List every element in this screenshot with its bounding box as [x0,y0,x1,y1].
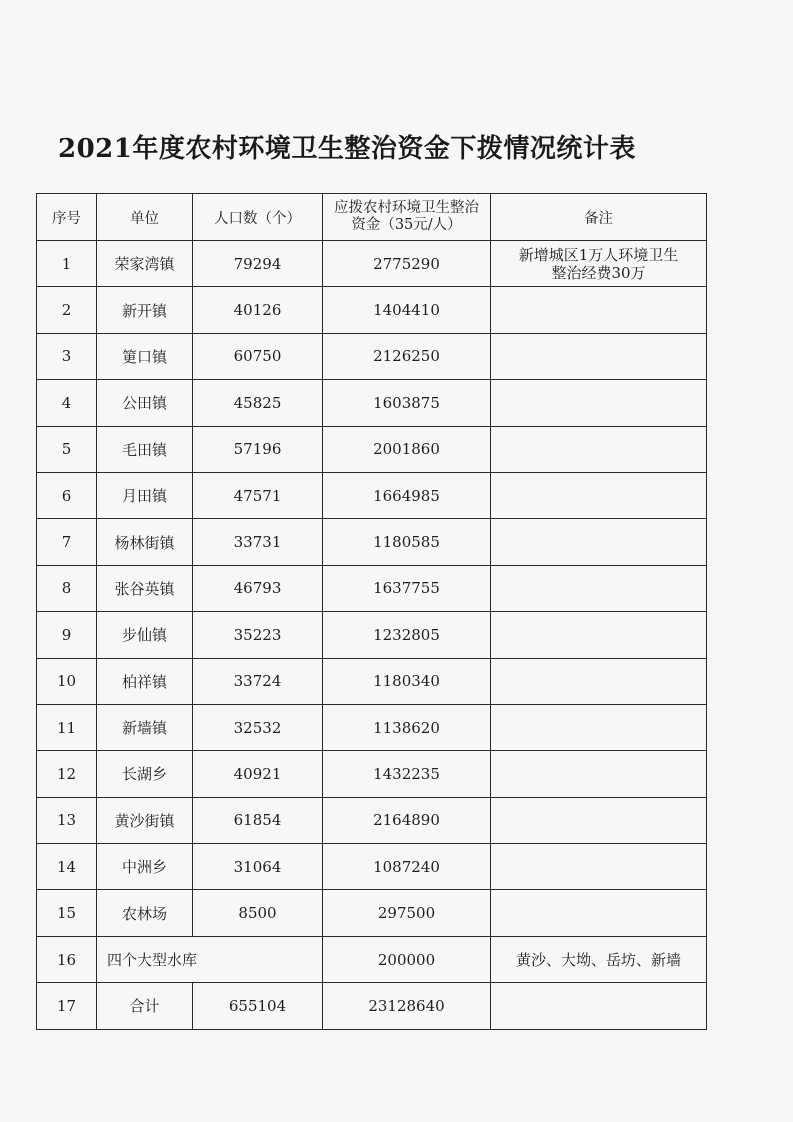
cell-seq: 12 [37,751,97,797]
cell-note [491,426,707,472]
cell-population: 32532 [193,704,323,750]
cell-note [491,797,707,843]
cell-fund: 1232805 [323,612,491,658]
header-seq: 序号 [37,194,97,241]
page-title: 2021年度农村环境卫生整治资金下拨情况统计表 [58,134,636,164]
cell-note: 黄沙、大坳、岳坊、新墙 [491,936,707,982]
cell-fund: 2164890 [323,797,491,843]
cell-unit: 四个大型水库 [97,936,323,982]
cell-unit: 步仙镇 [97,612,193,658]
table-row [37,472,707,518]
header-fund-line2: 资金（35元/人） [351,217,462,233]
cell-population: 40126 [193,287,323,333]
cell-fund: 1664985 [323,472,491,518]
cell-seq: 16 [37,936,97,982]
cell-fund: 200000 [323,936,491,982]
cell-note [491,241,707,287]
cell-unit: 长湖乡 [97,751,193,797]
cell-fund: 1087240 [323,844,491,890]
header-population: 人口数（个） [193,194,323,241]
table-row [37,426,707,472]
cell-seq: 13 [37,797,97,843]
cell-unit: 新开镇 [97,287,193,333]
cell-fund: 1603875 [323,380,491,426]
cell-population: 33731 [193,519,323,565]
cell-fund: 2775290 [323,241,491,287]
cell-seq: 10 [37,658,97,704]
cell-fund: 1138620 [323,704,491,750]
cell-unit: 张谷英镇 [97,565,193,611]
cell-population: 61854 [193,797,323,843]
header-fund [323,194,491,241]
cell-fund: 1404410 [323,287,491,333]
table-row [37,658,707,704]
table-row [37,751,707,797]
cell-note-line1: 新增城区1万人环境卫生 [518,245,679,264]
cell-unit: 月田镇 [97,472,193,518]
cell-note [491,751,707,797]
header-unit: 单位 [97,194,193,241]
cell-note-line2: 整治经费30万 [551,263,646,282]
cell-population: 45825 [193,380,323,426]
cell-seq: 4 [37,380,97,426]
cell-note [491,890,707,936]
cell-note [491,287,707,333]
table-row [37,704,707,750]
cell-note [491,519,707,565]
cell-population: 57196 [193,426,323,472]
cell-fund: 1637755 [323,565,491,611]
cell-seq: 7 [37,519,97,565]
cell-unit: 柏祥镇 [97,658,193,704]
table-row [37,797,707,843]
cell-note [491,333,707,379]
cell-unit: 毛田镇 [97,426,193,472]
cell-note [491,844,707,890]
cell-unit: 黄沙街镇 [97,797,193,843]
cell-population: 46793 [193,565,323,611]
table-row [37,844,707,890]
cell-population: 79294 [193,241,323,287]
table-row [37,612,707,658]
funding-table [36,193,707,1030]
cell-unit: 合计 [97,983,193,1029]
cell-unit: 荣家湾镇 [97,241,193,287]
cell-seq: 15 [37,890,97,936]
cell-seq: 14 [37,844,97,890]
header-fund-line1: 应拨农村环境卫生整治 [334,200,479,216]
cell-seq: 3 [37,333,97,379]
cell-population: 47571 [193,472,323,518]
cell-fund: 23128640 [323,983,491,1029]
cell-unit: 农林场 [97,890,193,936]
table-row [37,287,707,333]
cell-seq: 8 [37,565,97,611]
cell-population: 40921 [193,751,323,797]
cell-unit: 公田镇 [97,380,193,426]
cell-fund: 2001860 [323,426,491,472]
cell-seq: 5 [37,426,97,472]
table-row-reservoir [37,936,707,982]
cell-unit: 杨林街镇 [97,519,193,565]
table-row [37,241,707,287]
header-note: 备注 [491,194,707,241]
cell-seq: 1 [37,241,97,287]
cell-seq: 2 [37,287,97,333]
cell-note [491,472,707,518]
cell-seq: 6 [37,472,97,518]
cell-unit: 新墙镇 [97,704,193,750]
cell-seq: 11 [37,704,97,750]
cell-population: 33724 [193,658,323,704]
cell-population: 655104 [193,983,323,1029]
table-row-total [37,983,707,1029]
cell-fund: 1180585 [323,519,491,565]
cell-population: 60750 [193,333,323,379]
cell-unit: 中洲乡 [97,844,193,890]
table-row [37,380,707,426]
cell-fund: 1180340 [323,658,491,704]
cell-note [491,704,707,750]
cell-seq: 9 [37,612,97,658]
cell-unit: 筻口镇 [97,333,193,379]
table-header-row [37,194,707,241]
cell-fund: 1432235 [323,751,491,797]
cell-note [491,983,707,1029]
cell-seq: 17 [37,983,97,1029]
cell-population: 35223 [193,612,323,658]
cell-fund: 2126250 [323,333,491,379]
table-row [37,565,707,611]
cell-note [491,612,707,658]
table-row [37,519,707,565]
cell-note [491,565,707,611]
cell-population: 31064 [193,844,323,890]
cell-note [491,658,707,704]
cell-note [491,380,707,426]
table-row [37,333,707,379]
table-row [37,890,707,936]
cell-population: 8500 [193,890,323,936]
cell-fund: 297500 [323,890,491,936]
